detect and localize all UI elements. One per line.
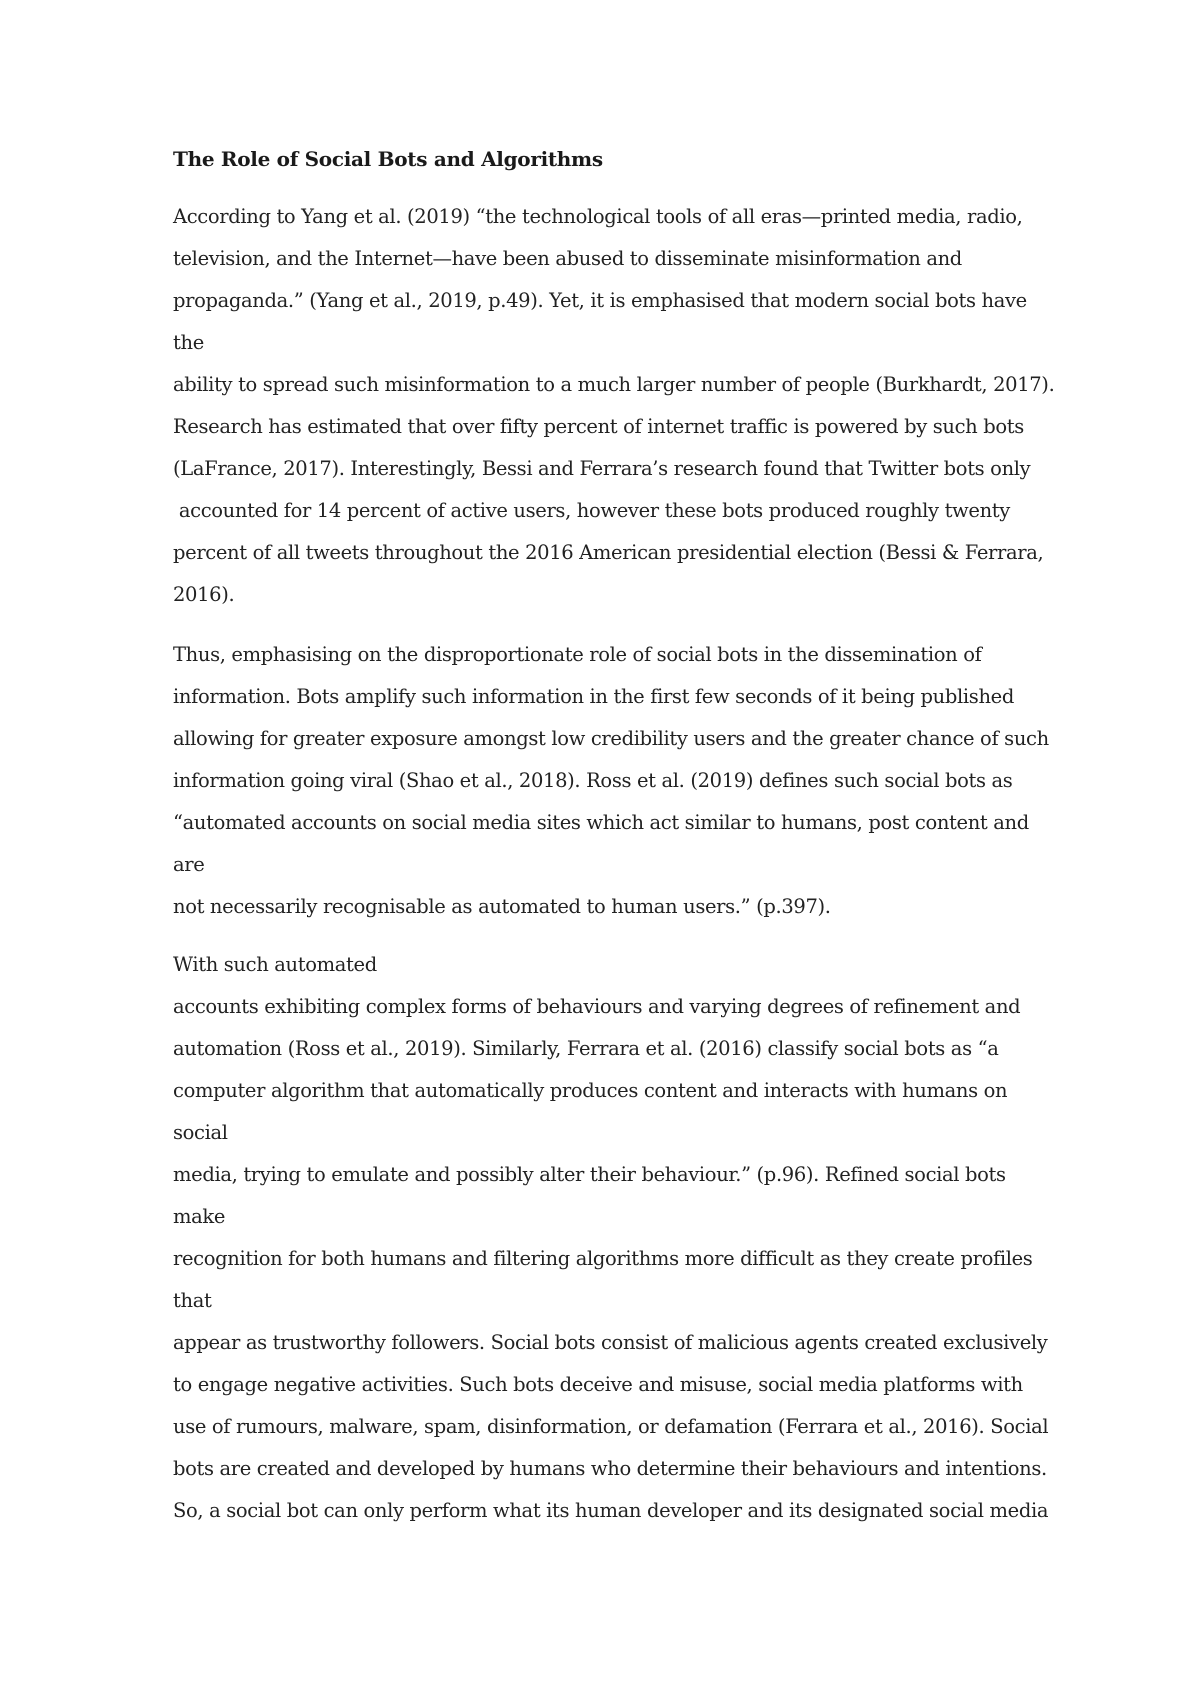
text-line: “automated accounts on social media sites which act similar to humans, post content and [173,811,1029,834]
text-line: media, trying to emulate and possibly alter their behaviour.” (p.96). Refined social bots [173,1163,1006,1186]
text-line: that [173,1289,212,1312]
text-line: computer algorithm that automatically produces content and interacts with humans on [173,1079,1008,1102]
text-line: bots are created and developed by humans who determine their behaviours and intentions. [173,1457,1047,1480]
text-line: recognition for both humans and filtering algorithms more difficult as they create profiles [173,1247,1033,1270]
text-line: ability to spread such misinformation to a much larger number of people (Burkhardt, 2017). [173,373,1055,396]
text-line: automation (Ross et al., 2019). Similarly, Ferrara et al. (2016) classify social bots as “a [173,1037,999,1060]
text-line: With such automated [173,953,377,976]
text-line: Thus, emphasising on the disproportionate role of social bots in the dissemination of [173,643,982,666]
text-line: allowing for greater exposure amongst low credibility users and the greater chance of such [173,727,1049,750]
text-line: propaganda.” (Yang et al., 2019, p.49). Yet, it is emphasised that modern social bots have [173,289,1027,312]
text-line: Research has estimated that over fifty percent of internet traffic is powered by such bots [173,415,1024,438]
text-line: percent of all tweets throughout the 2016 American presidential election (Bessi & Ferrara, [173,541,1044,564]
paragraph-3 [173,944,1073,1532]
paragraph-2 [173,634,1073,928]
text-line: So, a social bot can only perform what its human developer and its designated social media [173,1499,1049,1522]
text-line: accounts exhibiting complex forms of behaviours and varying degrees of refinement and [173,995,1021,1018]
text-line: to engage negative activities. Such bots deceive and misuse, social media platforms with [173,1373,1023,1396]
text-line: make [173,1205,226,1228]
paragraph-1 [173,196,1073,616]
text-line: television, and the Internet—have been abused to disseminate misinformation and [173,247,962,270]
text-line: 2016). [173,583,235,606]
text-line: social [173,1121,228,1144]
text-line: are [173,853,205,876]
text-line: accounted for 14 percent of active users, however these bots produced roughly twenty [173,499,1010,522]
text-line: the [173,331,204,354]
text-line: not necessarily recognisable as automated to human users.” (p.397). [173,895,831,918]
text-line: According to Yang et al. (2019) “the technological tools of all eras—printed media, radio, [173,205,1023,228]
text-line: (LaFrance, 2017). Interestingly, Bessi and Ferrara’s research found that Twitter bots only [173,457,1031,480]
text-line: appear as trustworthy followers. Social bots consist of malicious agents created exclusively [173,1331,1048,1354]
text-line: use of rumours, malware, spam, disinformation, or defamation (Ferrara et al., 2016). Social [173,1415,1049,1438]
text-line: information going viral (Shao et al., 2018). Ross et al. (2019) defines such social bots as [173,769,1013,792]
text-line: information. Bots amplify such information in the first few seconds of it being published [173,685,1014,708]
section-heading: The Role of Social Bots and Algorithms [173,147,603,171]
